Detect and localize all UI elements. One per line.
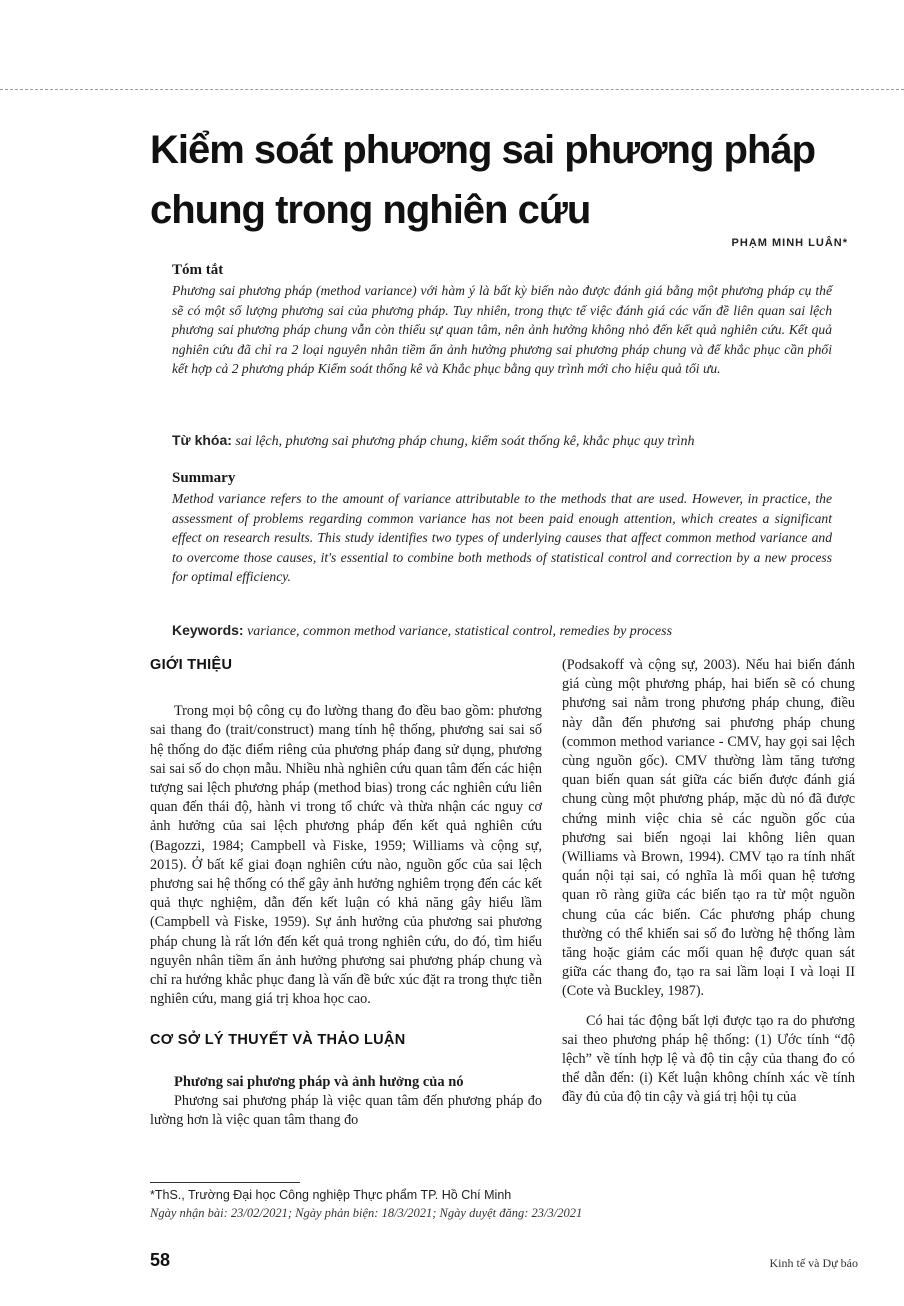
keywords-vi bbox=[172, 431, 832, 451]
method-variance-subheading: Phương sai phương pháp và ảnh hưởng của nó bbox=[174, 1073, 464, 1090]
cmv-paragraph: (Podsakoff và cộng sự, 2003). Nếu hai biến đánh giá cùng một phương pháp, hai biến sẽ có chung phương sai nằm trong phương pháp chung, điều này dẫn đến phương sai phương pháp chung (common method variance - CMV, hay gọi sai lệch cùng nguồn gốc). CMV thường làm tăng tương quan biến quan sát giữa các biến được đánh giá chung cùng một phương pháp, mặc dù nó đã được chứng minh việc chia sẻ các nguồn gốc của phương sai biến ngoại lai không liên quan (Williams và Brown, 1994). CMV tạo ra tính nhất quán nội tại sai, có nghĩa là mối quan hệ tương quan rõ ràng giữa các biến tạo ra từ một nguồn chung của các biến. Các phương pháp chung thường có thể khiến sai số đo lường hệ thống làm tăng hoặc giảm các mối quan hệ được quan sát giữa các thang đo, tạo ra sai lầm loại I và loại II (Cote và Buckley, 1987). bbox=[562, 657, 855, 1000]
submission-dates: Ngày nhận bài: 23/02/2021; Ngày phản biện: 18/3/2021; Ngày duyệt đăng: 23/3/2021 bbox=[150, 1206, 583, 1220]
keywords-en bbox=[172, 621, 832, 641]
abstract-en-heading: Summary bbox=[172, 470, 236, 486]
keywords-vi-label: Từ khóa: bbox=[172, 432, 232, 448]
intro-paragraph: Trong mọi bộ công cụ đo lường thang đo đều bao gồm: phương sai thang đo (trait/construct) mang tính hệ thống, phương sai sai số hệ thống do đặc điểm riêng của phương pháp đang sử dụng, phương sai sai số do chọn mẫu. Nhiều nhà nghiên cứu quan tâm đến các hiện tượng sai lệch phương pháp (method bias) trong các nghiên cứu liên quan đến thái độ, hành vi trong tổ chức và thừa nhận các nguy cơ ảnh hưởng của sai lệch phương pháp đến kết quả nghiên cứu (Bagozzi, 1984; Campbell và Fiske, 1959; Williams và cộng sự, 2015). Ở bất kể giai đoạn nghiên cứu nào, nguồn gốc của sai lệch phương sai hệ thống có thể gây ảnh hưởng nghiêm trọng đến các kết quả thực nghiệm, dẫn đến kết luận có khả năng gây hiểu lầm (Campbell và Fiske, 1959). Sự ảnh hưởng của phương sai phương pháp chung là rất lớn đến kết quả trong nghiên cứu, do đó, tìm hiểu nguyên nhân tiềm ẩn ảnh hưởng phương sai phương pháp chung và chỉ ra hướng khắc phục đang là vấn đề bức xúc đặt ra trong thực tiễn nghiên cứu, mang giá trị khoa học cao. bbox=[150, 703, 542, 1008]
page-number: 58 bbox=[150, 1250, 171, 1270]
author-name: PHẠM MINH LUÂN* bbox=[731, 237, 848, 249]
abstract-en-text: Method variance refers to the amount of variance attributable to the methods that are used. However, in practice, the assessment of problems regarding common variance has not been paid enough attention, which creates a significant effect on research results. This study identifies two types of underlying causes that affect common method variance and to overcome those causes, it's essential to combine both methods of statistical control and correction by a new process for optimal efficiency. bbox=[172, 491, 832, 584]
footnote-rule bbox=[150, 1182, 300, 1183]
body-right-column bbox=[562, 656, 855, 1108]
keywords-vi-list: sai lệch, phương sai phương pháp chung, kiểm soát thống kê, khắc phục quy trình bbox=[235, 434, 695, 449]
keywords-en-label: Keywords: bbox=[172, 622, 244, 638]
theory-heading: CƠ SỞ LÝ THUYẾT VÀ THẢO LUẬN bbox=[150, 1032, 406, 1049]
body-left-column bbox=[150, 656, 542, 1130]
abstract-vi-text: Phương sai phương pháp (method variance) với hàm ý là bất kỳ biến nào được đánh giá bằng một phương pháp cụ thể sẽ có một số lượng phương sai của phương pháp. Tuy nhiên, trong thực tế việc đánh giá các vấn đề liên quan sai lệch phương sai phương pháp chung vẫn còn thiếu sự quan tâm, nên ảnh hưởng không nhỏ đến kết quả nghiên cứu. Kết quả nghiên cứu đã chỉ ra 2 loại nguyên nhân tiềm ẩn ảnh hưởng phương sai phương pháp chung và để khắc phục cần phối kết hợp cả 2 phương pháp Kiểm soát thống kê và Khắc phục bằng quy trình mới cho hiệu quả tối ưu. bbox=[172, 283, 832, 376]
abstract-vi-heading: Tóm tắt bbox=[172, 262, 224, 278]
header-rule bbox=[0, 89, 904, 90]
author-affiliation: *ThS., Trường Đại học Công nghiệp Thực phẩm TP. Hồ Chí Minh bbox=[150, 1188, 512, 1202]
keywords-en-list: variance, common method variance, statistical control, remedies by process bbox=[247, 624, 673, 639]
journal-name: Kinh tế và Dự báo bbox=[769, 1256, 858, 1270]
theory-paragraph: Phương sai phương pháp là việc quan tâm đến phương pháp đo lường hơn là việc quan tâm thang đo bbox=[150, 1092, 542, 1129]
adverse-effects-paragraph: Có hai tác động bất lợi được tạo ra do phương sai theo phương pháp hệ thống: (1) Ước tính “độ lệch” về tính hợp lệ và độ tin cậy của thang đo có thể dẫn đến: (i) Kết luận không chính xác về tính đầy đủ của độ tin cậy và giá trị hội tụ của bbox=[562, 1012, 855, 1106]
article-title: Kiểm soát phương sai phương pháp chung trong nghiên cứu bbox=[150, 128, 816, 232]
intro-heading: GIỚI THIỆU bbox=[150, 657, 233, 673]
